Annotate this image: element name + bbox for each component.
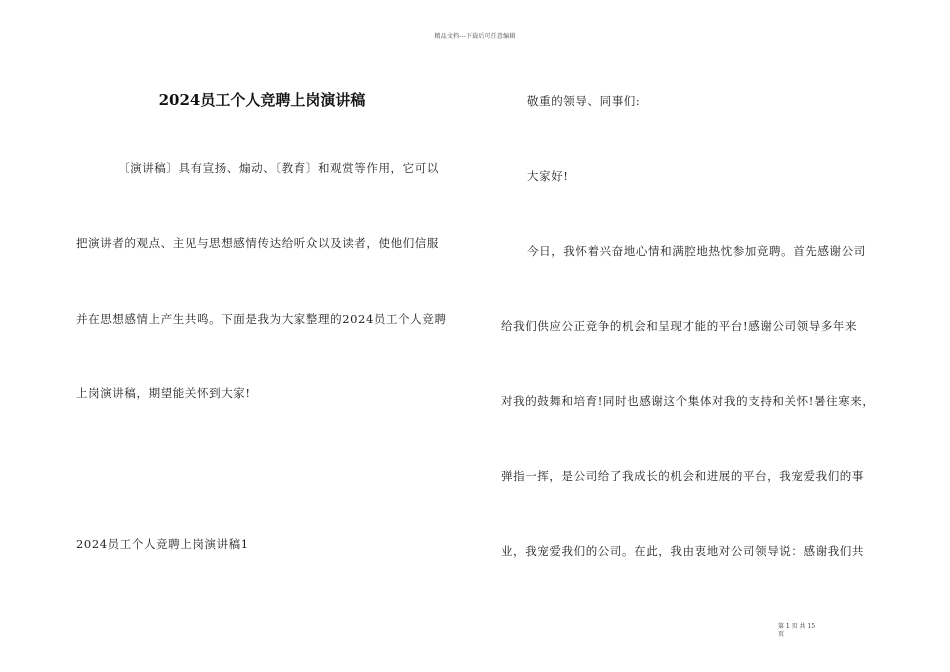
page-indicator-line-1: 第 1 页 共 15 — [778, 623, 816, 630]
header-note: 精品文档---下载后可任意编辑 — [434, 33, 516, 40]
document-title: 2024员工个人竞聘上岗演讲稿 — [158, 91, 366, 109]
section-heading-1: 2024员工个人竞聘上岗演讲稿1 — [76, 537, 249, 551]
page-indicator-line-2: 页 — [778, 631, 785, 638]
page-indicator — [778, 623, 838, 639]
left-paragraph-line-4: 上岗演讲稿，期望能关怀到大家! — [76, 386, 251, 400]
left-paragraph-line-3: 并在思想感情上产生共鸣。下面是我为大家整理的2024员工个人竞聘 — [76, 312, 447, 326]
right-paragraph-line-5: 业，我宠爱我们的公司。在此，我由衷地对公司领导说：感谢我们共 — [501, 544, 864, 558]
right-paragraph-line-1: 今日，我怀着兴奋地心情和满腔地热忱参加竞聘。首先感谢公司 — [527, 244, 866, 258]
left-paragraph-line-1: 〔演讲稿〕具有宣扬、煽动、〔教育〕和观赏等作用，它可以 — [118, 161, 439, 175]
right-paragraph-line-4: 弹指一挥，是公司给了我成长的机会和进展的平台，我宠爱我们的事 — [501, 469, 864, 483]
right-paragraph-line-3: 对我的鼓舞和培育!同时也感谢这个集体对我的支持和关怀!暑往寒来， — [501, 394, 875, 408]
left-paragraph-line-2: 把演讲者的观点、主见与思想感情传达给听众以及读者，使他们信服 — [76, 236, 439, 250]
right-paragraph-hello: 大家好! — [527, 169, 569, 183]
right-paragraph-greeting: 敬重的领导、同事们: — [527, 94, 641, 108]
right-paragraph-line-2: 给我们供应公正竞争的机会和呈现才能的平台!感谢公司领导多年来 — [501, 319, 858, 333]
